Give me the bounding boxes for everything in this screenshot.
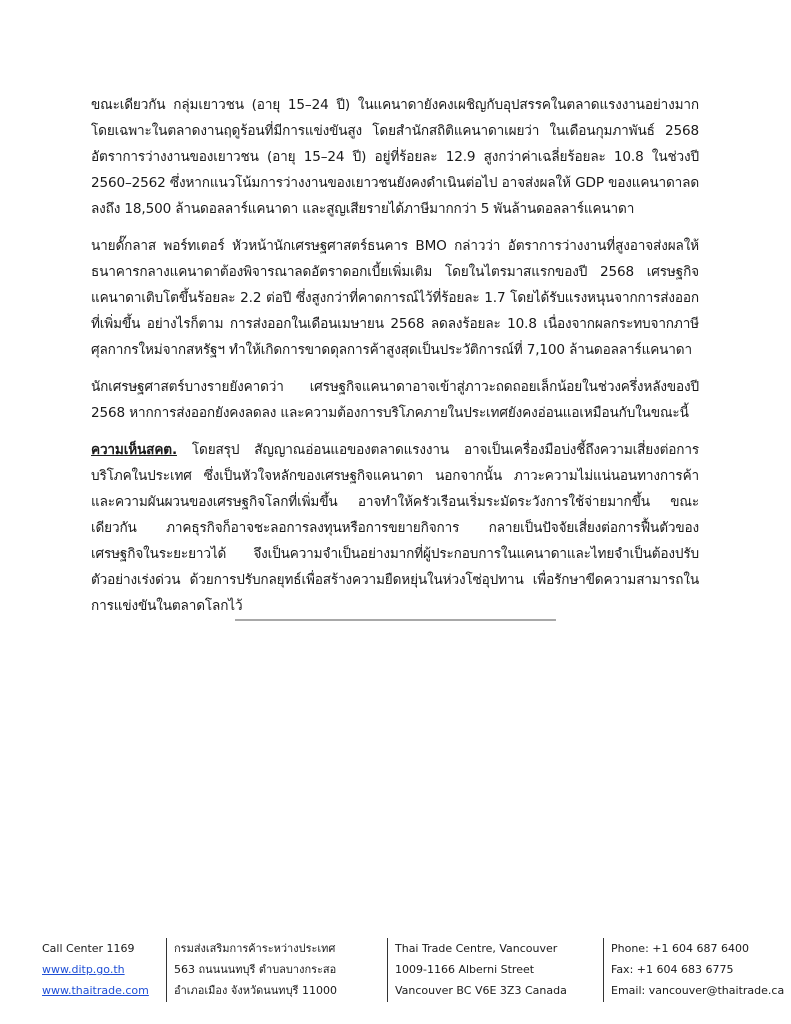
paragraph-text: นายดั๊กลาส พอร์ทเตอร์ หัวหน้านักเศรษฐศาสตร์ธนคาร BMO กล่าวว่า อัตราการว่างงานที่สูงอาจส่งผลให้ธนาคารกลางแคนาดาต้องพิจารณาลดอัตราดอกเบี้ยเพิ่มเติม โดยในไตรมาสแรกของปี 2568 เศรษฐกิจแคนาดาเติบโตขึ้นร้อยละ 2.2 ต่อปี ซึ่งสูงกว่าที่คาดการณ์ไว้ที่ร้อยละ 1.7 โดยได้รับแรงหนุนจากการส่งออกที่เพิ่มขึ้น อย่างไรก็ตาม การส่งออกในเดือนเมษายน 2568 ลดลงร้อยละ 10.8 เนื่องจากผลกระทบจากภาษีศุลกากรใหม่จากสหรัฐฯ ทำให้เกิดการขาดดุลการค้าสูงสุดเป็นประวัติการณ์ที่ 7,100 ล้านดอลลาร์แคนาดา [91, 238, 699, 358]
paragraph-recession-outlook [91, 374, 699, 426]
paragraph-text: นักเศรษฐศาสตร์บางรายยังคาดว่า เศรษฐกิจแคนาดาอาจเข้าสู่ภาวะถดถอยเล็กน้อยในช่วงครึ่งหลังของปี 2568 หากการส่งออกยังคงลดลง และความต้องการบริโภคภายในประเทศยังคงอ่อนแอเหมือนกับในขณะนี้ [91, 379, 699, 421]
phone-number: Phone: +1 604 687 6400 [611, 942, 749, 955]
footer-contact-column [42, 938, 149, 1002]
document-body [91, 92, 699, 630]
paragraph-opinion [91, 437, 699, 619]
department-address-line1: 563 ถนนนนทบุรี ตำบลบางกระสอ [174, 963, 337, 976]
department-address-line2: อำเภอเมือง จังหวัดนนทบุรี 11000 [174, 984, 337, 997]
section-divider [235, 619, 556, 621]
page-footer [42, 938, 785, 1002]
office-name: Thai Trade Centre, Vancouver [395, 942, 558, 955]
paragraph-text: โดยสรุป สัญญาณอ่อนแอของตลาดแรงงาน อาจเป็นเครื่องมือบ่งชี้ถึงความเสี่ยงต่อการบริโภคในประเทศ ซึ่งเป็นหัวใจหลักของเศรษฐกิจแคนาดา นอกจากนั้น ภาวะความไม่แน่นอนทางการค้าและความผันผวนของเศรษฐกิจโลกที่เพิ่มขึ้น อาจทำให้ครัวเรือนเริ่มระมัดระวังการใช้จ่ายมากขึ้น ขณะเดียวกัน ภาคธุรกิจก็อาจชะลอการลงทุนหรือการขยายกิจการ กลายเป็นปัจจัยเสี่ยงต่อการฟื้นตัวของเศรษฐกิจในระยะยาวได้ จึงเป็นความจำเป็นอย่างมากที่ผู้ประกอบการในแคนาดาและไทยจำเป็นต้องปรับตัวอย่างเร่งด่วน ด้วยการปรับกลยุทธ์เพื่อสร้างความยืดหยุ่นในห่วงโซ่อุปทาน เพื่อรักษาขีดความสามารถในการแข่งขันในตลาดโลกไว้ [91, 442, 699, 614]
ditp-website-link[interactable]: www.ditp.go.th [42, 963, 125, 976]
footer-office-column [387, 938, 567, 1002]
opinion-label: ความเห็นสคต. [91, 442, 177, 458]
office-street: 1009-1166 Alberni Street [395, 963, 535, 976]
office-city: Vancouver BC V6E 3Z3 Canada [395, 984, 567, 997]
footer-phone-column [603, 938, 784, 1002]
call-center-number: Call Center 1169 [42, 942, 135, 955]
fax-number: Fax: +1 604 683 6775 [611, 963, 734, 976]
paragraph-bmo-economist [91, 233, 699, 363]
email-address[interactable]: Email: vancouver@thaitrade.ca [611, 984, 785, 997]
paragraph-youth-unemployment [91, 92, 699, 222]
paragraph-text: ขณะเดียวกัน กลุ่มเยาวชน (อายุ 15–24 ปี) ในแคนาดายังคงเผชิญกับอุปสรรคในตลาดแรงงานอย่างมาก โดยเฉพาะในตลาดงานฤดูร้อนที่มีการแข่งขันสูง โดยสำนักสถิติแคนาดาเผยว่า ในเดือนกุมภาพันธ์ 2568 อัตราการว่างงานของเยาวชน (อายุ 15–24 ปี) อยู่ที่ร้อยละ 12.9 สูงกว่าค่าเฉลี่ยร้อยละ 10.8 ในช่วงปี 2560–2562 ซึ่งหากแนวโน้มการว่างงานของเยาวชนยังคงดำเนินต่อไป อาจส่งผลให้ GDP ของแคนาดาลดลงถึง 18,500 ล้านดอลลาร์แคนาดา และสูญเสียรายได้ภาษีมากกว่า 5 พันล้านดอลลาร์แคนาดา [91, 97, 699, 217]
department-name: กรมส่งเสริมการค้าระหว่างประเทศ [174, 942, 336, 955]
thaitrade-website-link[interactable]: www.thaitrade.com [42, 984, 149, 997]
footer-department-column [166, 938, 337, 1002]
